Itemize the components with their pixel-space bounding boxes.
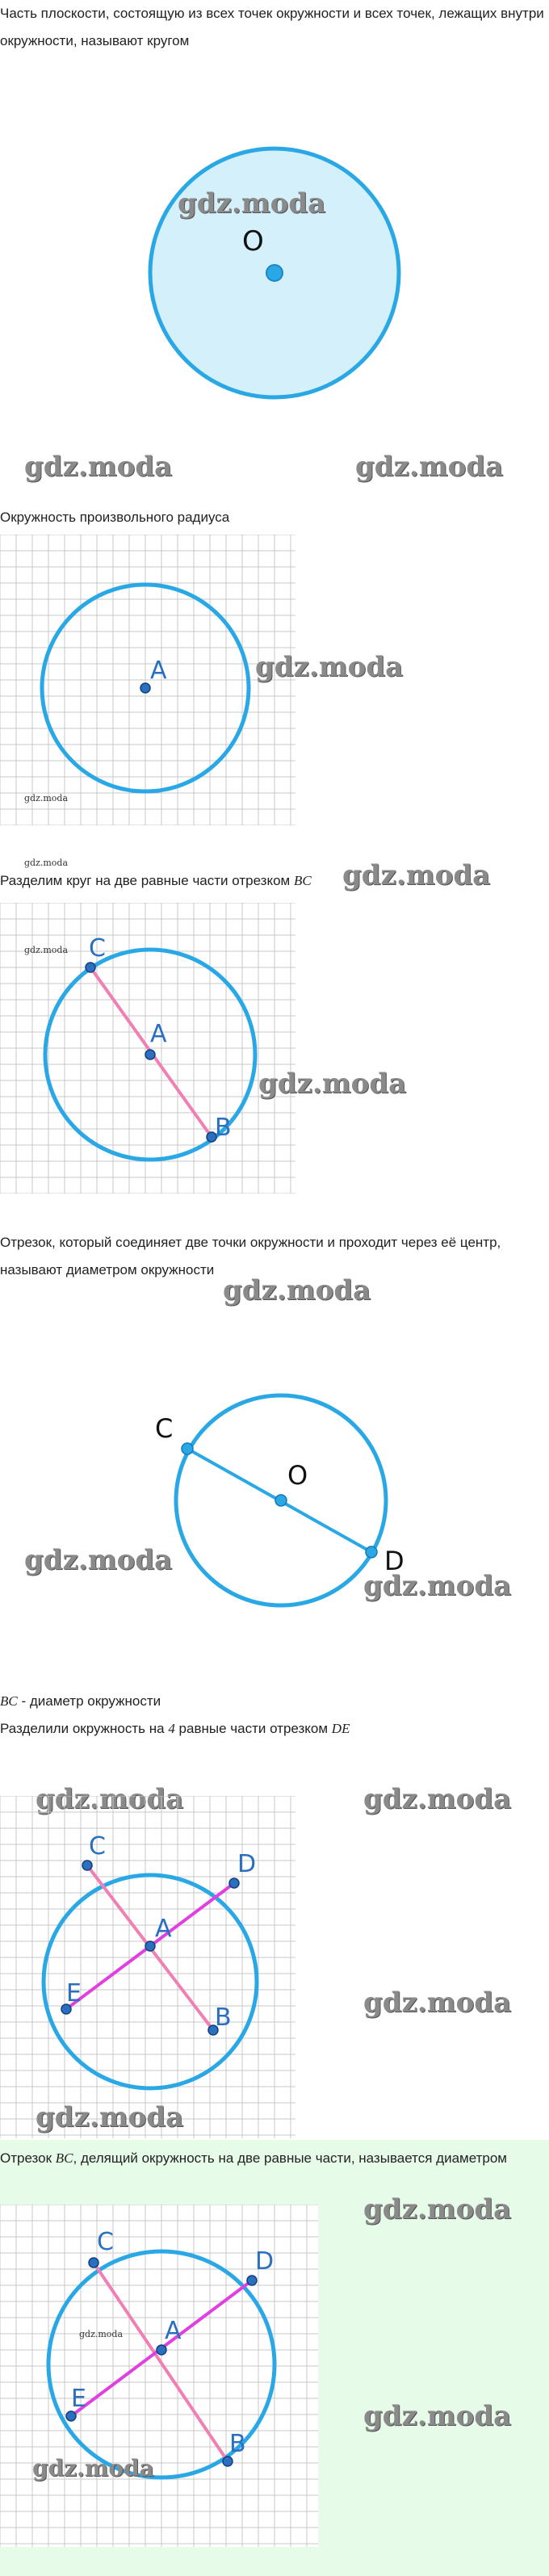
arbitrary-radius-text: Окружность произвольного радиуса — [0, 510, 230, 525]
label-e: E — [71, 2385, 86, 2413]
watermark: gdz.moda — [355, 451, 504, 483]
watermark: gdz.moda — [363, 1570, 512, 1602]
definition-circle-area-text: Часть плоскости, состоящую из всех точек окружности и всех точек, лежащих внутри окружности, называют кругом — [0, 6, 544, 48]
watermark: gdz.moda — [363, 1987, 512, 2019]
label-o: O — [287, 1460, 308, 1491]
point-d — [229, 1878, 239, 1888]
label-d: D — [255, 2247, 274, 2276]
watermark: gdz.moda — [36, 2101, 184, 2133]
bc-diameter-caption — [0, 1688, 546, 1715]
four-parts-figure-final — [0, 2205, 318, 2547]
label-e: E — [66, 1979, 82, 2008]
number: 4 — [168, 1721, 175, 1736]
point-c — [86, 963, 95, 972]
text-part: равные части отрезком — [174, 1721, 332, 1736]
watermark: gdz.moda — [178, 187, 326, 220]
watermark-small: gdz.moda — [79, 2329, 124, 2339]
watermark: gdz.moda — [363, 1783, 512, 1815]
center-label: O — [242, 225, 264, 258]
label-c: C — [97, 2228, 114, 2256]
watermark: gdz.moda — [24, 451, 173, 483]
watermark-small: gdz.moda — [24, 793, 69, 803]
center-point — [145, 1050, 155, 1059]
grid — [0, 535, 295, 825]
four-parts-figure — [0, 1796, 295, 2138]
watermark: gdz.moda — [363, 2193, 512, 2226]
watermark: gdz.moda — [223, 1274, 371, 1307]
point-d — [366, 1546, 377, 1558]
center-label: A — [150, 657, 167, 685]
text-part: Разделили окружность на — [0, 1721, 169, 1736]
watermark: gdz.moda — [255, 651, 404, 683]
center-point — [266, 265, 283, 281]
center-point — [157, 2345, 166, 2355]
text-part: - диаметр окружности — [17, 1693, 161, 1709]
segment-label: BC — [55, 2150, 73, 2166]
center-point — [140, 683, 150, 693]
divide-four-text — [0, 1715, 546, 1743]
watermark: gdz.moda — [258, 1068, 407, 1100]
label-c: C — [89, 1832, 106, 1861]
watermark-small: gdz.moda — [24, 945, 69, 955]
label-b: B — [215, 2003, 232, 2032]
text-part: , делящий окружность на две равные части, называется диаметром — [73, 2150, 507, 2166]
grid-circle-figure — [0, 535, 295, 825]
watermark: gdz.moda — [24, 1544, 173, 1576]
segment-label: BC — [0, 1693, 18, 1709]
watermark: gdz.moda — [363, 2400, 512, 2432]
center-point — [145, 1941, 155, 1951]
diameter-definition-text: Отрезок, который соединяет две точки окружности и проходит через её центр, называют диаметром окружности — [0, 1235, 501, 1278]
label-c: C — [89, 934, 106, 963]
label-a: A — [155, 1915, 172, 1943]
diameter-conclusion-text — [0, 2145, 546, 2172]
point-c — [89, 2258, 98, 2268]
watermark: gdz.moda — [32, 2455, 154, 2482]
label-a: A — [165, 2317, 182, 2345]
center-point — [275, 1495, 287, 1506]
text-part: Отрезок — [0, 2150, 56, 2166]
label-d: D — [237, 1850, 257, 1878]
segment-label: DE — [331, 1721, 350, 1736]
point-d — [247, 2276, 257, 2285]
label-c: C — [155, 1413, 174, 1444]
label-b: B — [215, 1114, 232, 1142]
watermark: gdz.moda — [342, 859, 491, 892]
filled-circle-figure — [145, 145, 404, 404]
text-part: Разделим круг на две равные части отрезком — [0, 873, 294, 888]
label-a: A — [150, 1020, 167, 1048]
watermark: gdz.moda — [36, 1783, 184, 1815]
point-c — [82, 1861, 92, 1870]
label-d: D — [384, 1546, 404, 1576]
segment-label: BC — [293, 873, 312, 888]
point-c — [182, 1443, 193, 1454]
watermark-small: gdz.moda — [24, 858, 69, 868]
label-b: B — [229, 2430, 246, 2458]
